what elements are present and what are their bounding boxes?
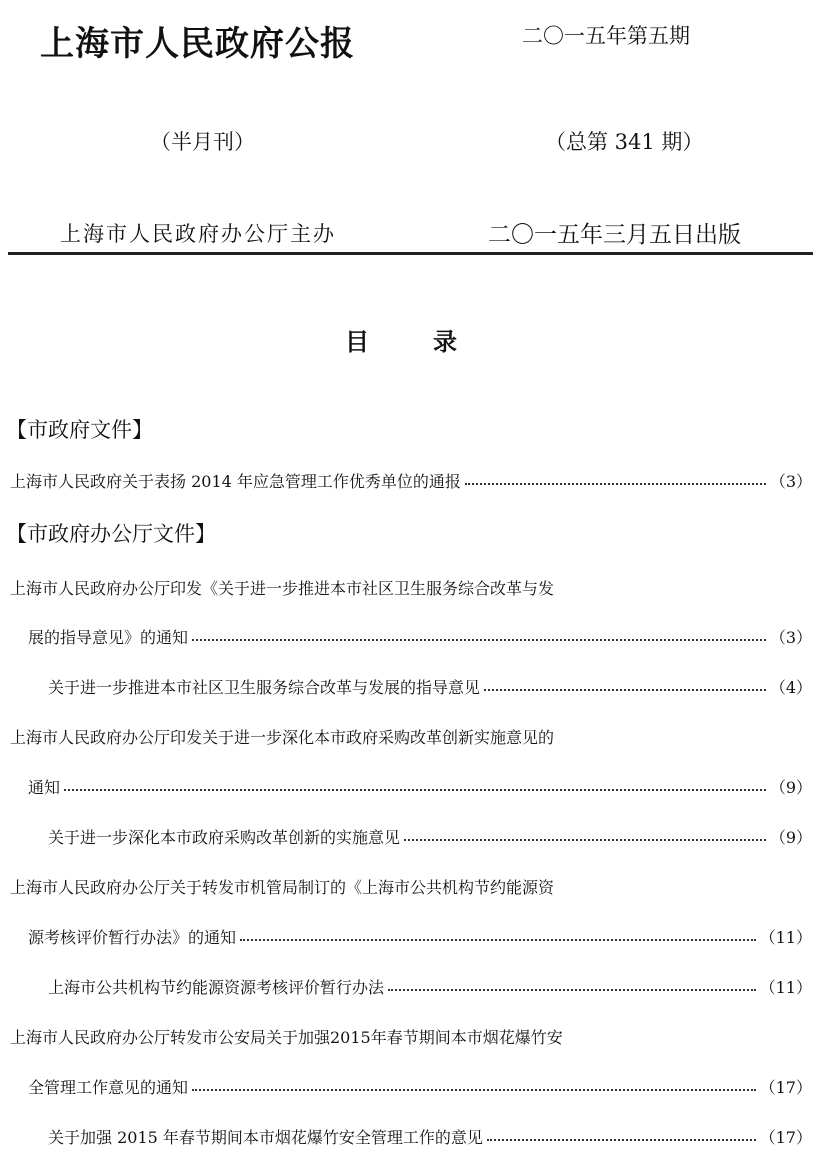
- toc-entry[interactable]: [28, 1074, 812, 1098]
- toc-entry-title: 源考核评价暂行办法》的通知: [28, 927, 237, 947]
- toc-entry[interactable]: [48, 974, 812, 998]
- toc-entry-title: 关于进一步深化本市政府采购改革创新的实施意见: [48, 827, 401, 847]
- toc-entry[interactable]: [28, 774, 812, 798]
- toc-page-number: （17）: [759, 1127, 812, 1147]
- toc-page-number: （3）: [769, 471, 812, 491]
- toc-entry[interactable]: [48, 824, 812, 848]
- toc-entry-title: 关于进一步推进本市社区卫生服务综合改革与发展的指导意见: [48, 677, 481, 697]
- leader-dots: [465, 483, 766, 485]
- toc-entry-title: 通知: [28, 777, 61, 797]
- toc-entry[interactable]: [10, 874, 812, 898]
- toc-entry-title: 上海市人民政府关于表扬 2014 年应急管理工作优秀单位的通报: [10, 471, 461, 491]
- publication-frequency: （半月刊）: [150, 130, 255, 154]
- total-issue-number: （总第 341 期）: [545, 130, 704, 154]
- toc-page-number: （3）: [769, 627, 812, 647]
- toc-heading: 目录: [345, 327, 521, 356]
- toc-entry-title: 全管理工作意见的通知: [28, 1077, 189, 1097]
- leader-dots: [487, 1139, 756, 1141]
- publication-date: 二〇一五年三月五日出版: [488, 222, 741, 248]
- toc-page-number: （4）: [769, 677, 812, 697]
- toc-section-heading: 【市政府办公厅文件】: [6, 522, 216, 546]
- toc-page-number: （9）: [769, 827, 812, 847]
- toc-entry-title: 上海市人民政府办公厅转发市公安局关于加强2015年春节期间本市烟花爆竹安: [10, 1027, 563, 1047]
- toc-entry[interactable]: [10, 575, 812, 599]
- leader-dots: [484, 689, 766, 691]
- toc-page-number: （17）: [759, 1077, 812, 1097]
- host-organization: 上海市人民政府办公厅主办: [60, 222, 336, 246]
- toc-section-heading: 【市政府文件】: [6, 418, 153, 442]
- leader-dots: [192, 639, 766, 641]
- toc-entry[interactable]: [48, 1124, 812, 1148]
- leader-dots: [64, 789, 766, 791]
- toc-entry[interactable]: [10, 724, 812, 748]
- toc-entry-title: 上海市人民政府办公厅印发关于进一步深化本市政府采购改革创新实施意见的: [10, 727, 555, 747]
- issue-number: 二〇一五年第五期: [522, 24, 690, 48]
- toc-entry-title: 上海市人民政府办公厅关于转发市机管局制订的《上海市公共机构节约能源资: [10, 877, 555, 897]
- gazette-title: 上海市人民政府公报: [40, 24, 355, 64]
- toc-entry-title: 展的指导意见》的通知: [28, 627, 189, 647]
- toc-entry[interactable]: [28, 924, 812, 948]
- toc-entry[interactable]: [28, 624, 812, 648]
- toc-page-number: （11）: [759, 927, 812, 947]
- toc-entry[interactable]: [48, 674, 812, 698]
- toc-entry[interactable]: [10, 1024, 812, 1048]
- leader-dots: [404, 839, 766, 841]
- header-divider: [8, 252, 813, 255]
- toc-entry-title: 上海市人民政府办公厅印发《关于进一步推进本市社区卫生服务综合改革与发: [10, 578, 555, 598]
- leader-dots: [192, 1089, 756, 1091]
- toc-page-number: （9）: [769, 777, 812, 797]
- leader-dots: [388, 989, 756, 991]
- toc-entry[interactable]: [10, 468, 812, 492]
- toc-entry-title: 上海市公共机构节约能源资源考核评价暂行办法: [48, 977, 385, 997]
- leader-dots: [240, 939, 756, 941]
- toc-entry-title: 关于加强 2015 年春节期间本市烟花爆竹安全管理工作的意见: [48, 1127, 483, 1147]
- toc-page-number: （11）: [759, 977, 812, 997]
